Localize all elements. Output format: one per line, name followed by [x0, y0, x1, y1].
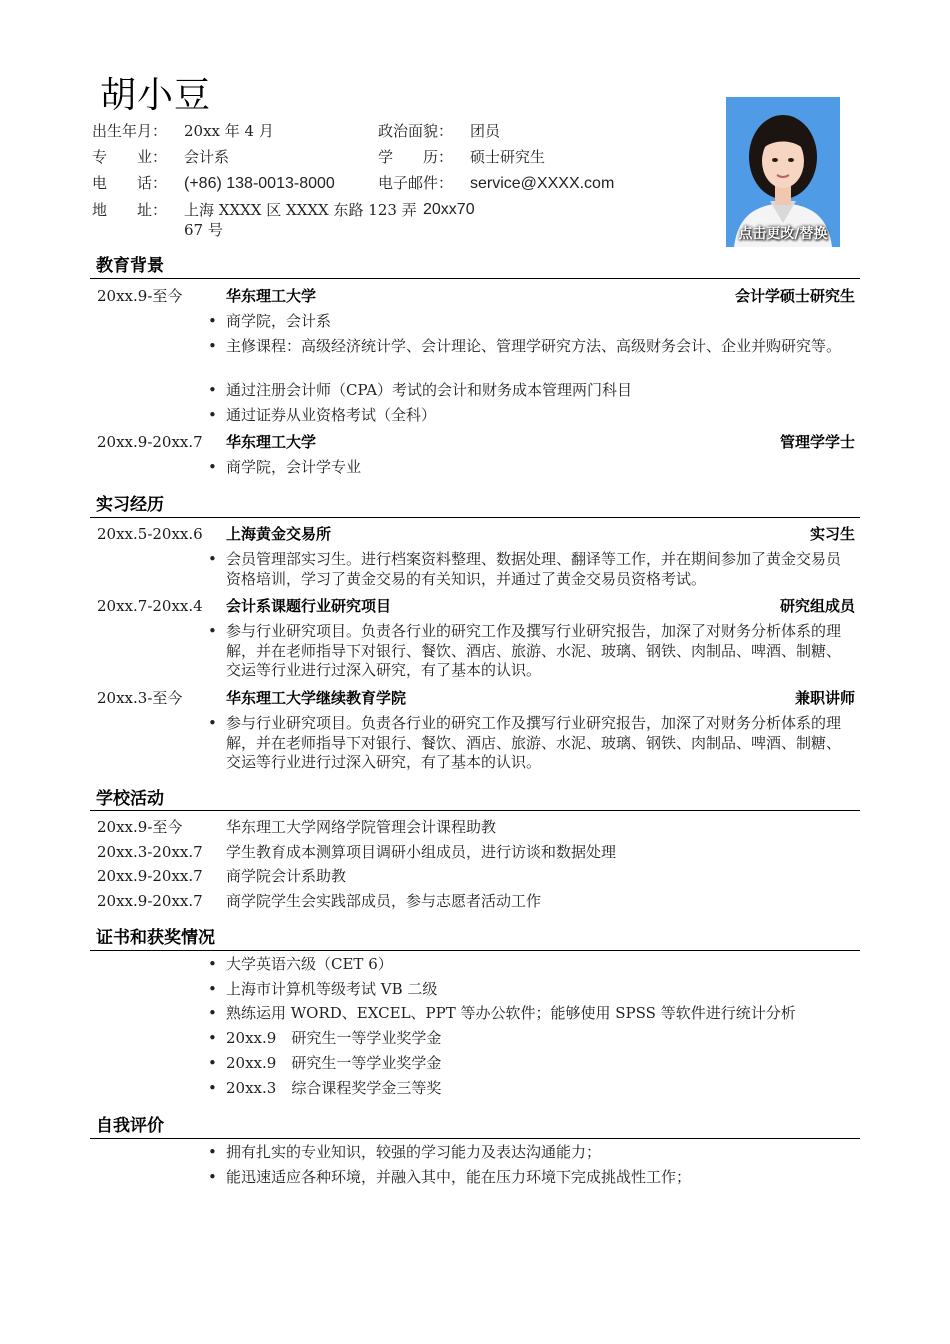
bullet-icon: • — [208, 1143, 217, 1161]
list-item-text: 熟练运用 WORD、EXCEL、PPT 等办公软件；能够使用 SPSS 等软件进行统计分析 — [226, 1004, 796, 1022]
info-label: 电 话： — [92, 174, 168, 192]
list-item-text: 拥有扎实的专业知识，较强的学习能力及表达沟通能力； — [226, 1143, 602, 1161]
list-item — [208, 1029, 848, 1049]
list-item-text: 参与行业研究项目。负责各行业的研究工作及撰写行业研究报告，加深了对财务分析体系的理解，并在老师指导下对银行、餐饮、酒店、旅游、水泥、玻璃、钢铁、肉制品、啤酒、制糖、交运等行业进行过深入研究，有了基本的认识。 — [226, 714, 842, 771]
bullet-icon: • — [208, 1029, 217, 1047]
info-label: 学 历： — [378, 148, 454, 166]
bullet-icon: • — [208, 714, 217, 732]
list-item-text: 参与行业研究项目。负责各行业的研究工作及撰写行业研究报告，加深了对财务分析体系的理解，并在老师指导下对银行、餐饮、酒店、旅游、水泥、玻璃、钢铁、肉制品、啤酒、制糖、交运等行业进行过深入研究，有了基本的认识。 — [226, 622, 842, 679]
entry-org: 华东理工大学 — [226, 433, 317, 451]
list-item — [208, 714, 848, 773]
bullet-icon: • — [208, 1079, 217, 1097]
activity-date: 20xx.9-20xx.7 — [97, 867, 203, 885]
list-item-text: 能迅速适应各种环境，并融入其中，能在压力环境下完成挑战性工作； — [226, 1168, 692, 1186]
list-item — [208, 622, 848, 681]
activity-date: 20xx.9-至今 — [97, 818, 183, 836]
section-title-activities: 学校活动 — [96, 789, 164, 809]
list-item — [208, 312, 848, 332]
list-item — [208, 458, 848, 478]
section-divider — [90, 278, 860, 279]
info-phone — [92, 173, 335, 194]
bullet-icon: • — [208, 406, 217, 424]
info-address — [92, 200, 422, 240]
section-divider — [90, 810, 860, 811]
bullet-icon: • — [208, 955, 217, 973]
activity-text: 学生教育成本测算项目调研小组成员，进行访谈和数据处理 — [226, 843, 617, 861]
entry-date: 20xx.3-至今 — [97, 689, 183, 707]
info-value: service@XXXX.com — [470, 175, 615, 192]
info-email — [378, 173, 614, 194]
info-political — [378, 121, 500, 141]
bullet-icon: • — [208, 1004, 217, 1022]
section-divider — [90, 517, 860, 518]
list-item — [208, 1004, 848, 1024]
info-value: 团员 — [470, 122, 501, 140]
entry-org: 会计系课题行业研究项目 — [226, 597, 392, 615]
info-value: 上海 XXXX 区 XXXX 东路 123 弄 67 号 — [184, 201, 417, 239]
activity-date: 20xx.3-20xx.7 — [97, 843, 203, 861]
entry-org: 华东理工大学继续教育学院 — [226, 689, 407, 707]
info-value: 会计系 — [184, 148, 230, 166]
bullet-icon: • — [208, 622, 217, 640]
list-item-text: 会员管理部实习生。进行档案资料整理、数据处理、翻译等工作，并在期间参加了黄金交易员资格培训，学习了黄金交易的有关知识，并通过了黄金交易员资格考试。 — [226, 550, 842, 588]
list-item-text: 20xx.3 综合课程奖学金三等奖 — [226, 1079, 442, 1097]
list-item-text: 上海市计算机等级考试 VB 二级 — [226, 980, 438, 998]
list-item — [208, 1079, 848, 1099]
list-item — [208, 1054, 848, 1074]
section-title-internship: 实习经历 — [96, 495, 164, 515]
info-label: 电子邮件： — [378, 174, 454, 192]
info-value: 20xx 年 4 月 — [184, 122, 274, 140]
bullet-icon: • — [208, 381, 217, 399]
list-item — [208, 955, 848, 975]
bullet-icon: • — [208, 1168, 217, 1186]
entry-role: 会计学硕士研究生 — [734, 287, 855, 305]
activity-text: 商学院学生会实践部成员，参与志愿者活动工作 — [226, 892, 542, 910]
list-item-text: 通过注册会计师（CPA）考试的会计和财务成本管理两门科目 — [226, 381, 633, 399]
info-value: 20xx70 — [423, 201, 475, 218]
entry-org: 华东理工大学 — [226, 287, 317, 305]
list-item-text: 通过证券从业资格考试（全科） — [226, 406, 437, 424]
entry-role: 实习生 — [809, 525, 855, 543]
bullet-icon: • — [208, 980, 217, 998]
bullet-icon: • — [208, 312, 217, 330]
activity-text: 商学院会计系助教 — [226, 867, 347, 885]
info-extra — [423, 199, 475, 220]
list-item — [208, 1143, 848, 1163]
activity-text: 华东理工大学网络学院管理会计课程助教 — [226, 818, 497, 836]
list-item — [208, 980, 848, 1000]
section-title-education: 教育背景 — [96, 256, 164, 276]
bullet-icon: • — [208, 337, 217, 355]
list-item — [208, 337, 848, 357]
profile-photo[interactable] — [726, 97, 840, 247]
info-degree — [378, 147, 545, 167]
entry-date: 20xx.9-20xx.7 — [97, 433, 203, 451]
photo-caption: 点击更改/替换 — [738, 226, 828, 242]
section-title-certificates: 证书和获奖情况 — [96, 928, 215, 948]
bullet-icon: • — [208, 458, 217, 476]
list-item-text: 商学院，会计系 — [226, 312, 332, 330]
info-label: 专 业： — [92, 148, 168, 166]
list-item-text: 20xx.9 研究生一等学业奖学金 — [226, 1029, 442, 1047]
info-value: 硕士研究生 — [470, 148, 546, 166]
list-item-text: 主修课程：高级经济统计学、会计理论、管理学研究方法、高级财务会计、企业并购研究等。 — [226, 337, 842, 355]
entry-date: 20xx.5-20xx.6 — [97, 525, 203, 543]
entry-date: 20xx.7-20xx.4 — [97, 597, 203, 615]
list-item-text: 商学院，会计学专业 — [226, 458, 362, 476]
info-label: 出生年月： — [92, 122, 168, 140]
list-item — [208, 406, 848, 426]
list-item — [208, 381, 848, 401]
info-birth — [92, 121, 274, 141]
entry-org: 上海黄金交易所 — [226, 525, 332, 543]
info-label: 政治面貌： — [378, 122, 454, 140]
entry-role: 兼职讲师 — [794, 689, 855, 707]
entry-role: 研究组成员 — [779, 597, 855, 615]
list-item-text: 20xx.9 研究生一等学业奖学金 — [226, 1054, 442, 1072]
list-item — [208, 550, 848, 589]
entry-role: 管理学学士 — [779, 433, 855, 451]
info-value: (+86) 138-0013-8000 — [184, 175, 335, 192]
activity-date: 20xx.9-20xx.7 — [97, 892, 203, 910]
section-title-self-eval: 自我评价 — [96, 1116, 164, 1136]
bullet-icon: • — [208, 1054, 217, 1072]
section-divider — [90, 1138, 860, 1139]
info-label: 地 址： — [92, 201, 168, 219]
section-divider — [90, 950, 860, 951]
entry-date: 20xx.9-至今 — [97, 287, 183, 305]
resume-name: 胡小豆 — [100, 75, 212, 116]
list-item-text: 大学英语六级（CET 6） — [226, 955, 393, 973]
bullet-icon: • — [208, 550, 217, 568]
list-item — [208, 1168, 848, 1188]
info-major — [92, 147, 229, 167]
